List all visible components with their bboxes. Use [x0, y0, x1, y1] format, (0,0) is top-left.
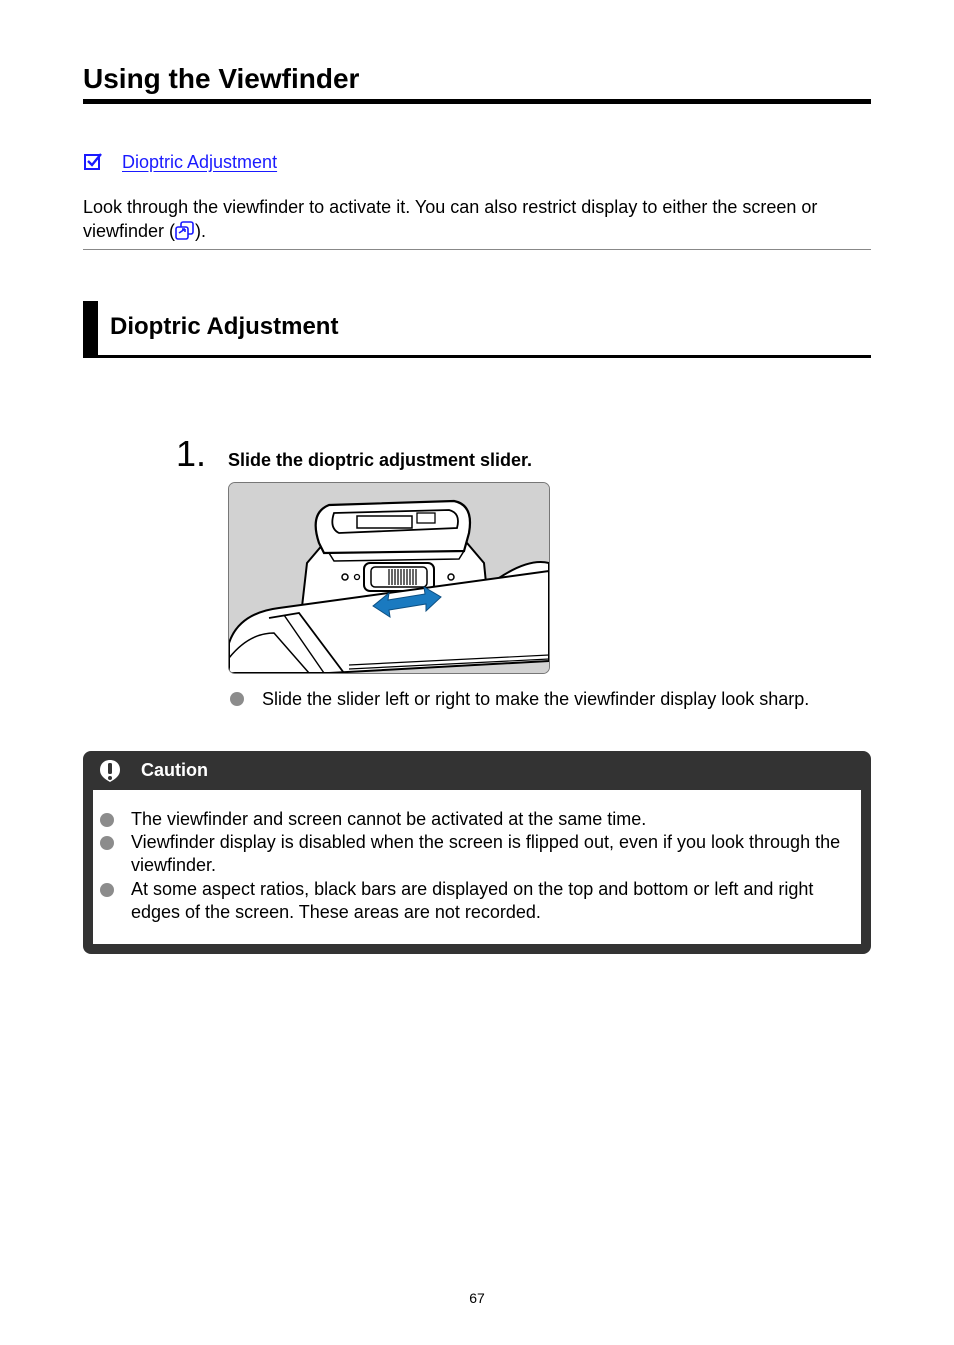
bullet-icon	[230, 692, 244, 706]
caution-box	[83, 751, 871, 954]
caution-item-text: At some aspect ratios, black bars are displayed on the top and bottom or left and right edges of the screen. These areas are not recorded.	[131, 878, 814, 922]
intro-text-end: ).	[195, 220, 207, 241]
caution-item	[93, 831, 861, 877]
caution-item-text: The viewfinder and screen cannot be activated at the same time.	[131, 809, 647, 829]
page-reference-icon[interactable]	[175, 221, 195, 241]
step-number: 1.	[176, 433, 207, 474]
bullet-icon	[100, 883, 114, 897]
caution-item	[93, 878, 861, 924]
toc-link-dioptric-adjustment[interactable]: Dioptric Adjustment	[122, 151, 278, 172]
caution-header	[83, 751, 871, 790]
section-heading	[83, 301, 871, 358]
caution-body	[93, 790, 861, 944]
toc-item[interactable]	[83, 148, 277, 176]
caution-item-text: Viewfinder display is disabled when the screen is flipped out, even if you look through the viewfinder.	[131, 832, 841, 876]
caution-title: Caution	[141, 760, 208, 780]
camera-viewfinder-illustration	[228, 482, 550, 674]
checkmark-link-icon	[83, 152, 103, 172]
step-bullet-text: Slide the slider left or right to make the viewfinder display look sharp.	[262, 689, 810, 709]
bullet-icon	[100, 836, 114, 850]
intro-paragraph	[83, 196, 873, 243]
intro-text: Look through the viewfinder to activate it. You can also restrict display to either the screen or viewfinder (	[83, 197, 818, 241]
caution-list	[93, 808, 861, 924]
bullet-icon	[100, 813, 114, 827]
step-bullet-item	[230, 687, 809, 711]
title-divider	[83, 99, 871, 104]
caution-exclamation-icon	[98, 759, 122, 783]
step-instruction: Slide the dioptric adjustment slider.	[228, 450, 533, 470]
page-title: Using the Viewfinder	[83, 63, 360, 94]
page-number: 67	[469, 1290, 485, 1306]
intro-divider	[83, 249, 871, 250]
section-title: Dioptric Adjustment	[110, 313, 339, 340]
caution-item	[93, 808, 861, 831]
